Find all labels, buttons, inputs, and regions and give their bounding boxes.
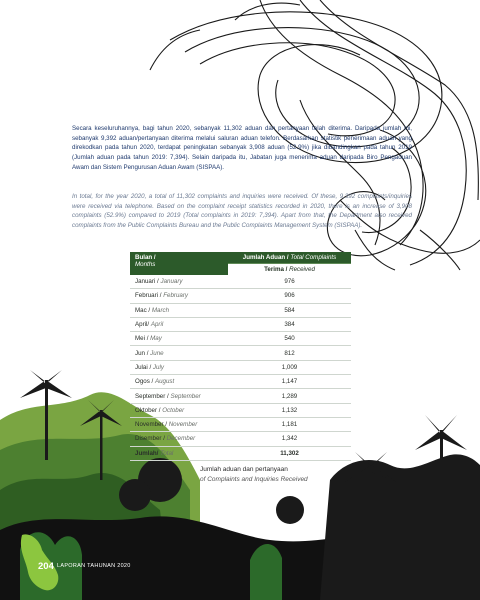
paragraph-malay: Secara keseluruhannya, bagi tahun 2020, sebanyak 11,302 aduan dan pertanyaan telah diterima. Daripada jumlah ini, sebanyak 9,392 aduan/pertanyaan diterima melalui saluran aduan telefon. Berdasarkan statistik penerimaan aduan yang direkodkan pada tahun 2020, terdapat peningkatan sebanyak 3,908 aduan (52.9%) jika dibandingkan pada tahun 2019 (Jumlah aduan pada tahun 2019: 7,394). Selain daripada itu, Jabatan juga menerima aduan daripada Biro Pengaduan Awam dan Sistem Pengurusan Aduan Awam (SISPAA). xyxy=(72,125,412,171)
received-subheader: Terima / Received xyxy=(228,264,351,276)
table-row: September / September 1,289 xyxy=(130,389,351,403)
complaints-table-container xyxy=(130,252,351,461)
page-number: 204 xyxy=(38,561,54,572)
table-row: Ogos / August 1,147 xyxy=(130,375,351,389)
table-row: November / November 1,181 xyxy=(130,417,351,431)
paragraph-english: In total, for the year 2020, a total of 11,302 complaints and inquiries were received. Of these, 9,392 complaints/inquiries were received via telephone. Based on the complaint receipt statistics recorded in 2020, there is an increase of 3,908 complaints (52.9%) compared to 2019 (Total complaints in 2019: 7,394). Apart from that, the Department also received complaints from the Public Complaints Bureau and the Public Complaints Management System (SISPAA). xyxy=(72,193,412,229)
table-row: April/ April 384 xyxy=(130,317,351,331)
total-complaints-header: Jumlah Aduan / Total Complaints xyxy=(228,252,351,264)
table-row: Oktober / October 1,132 xyxy=(130,403,351,417)
table-caption: Jumlah aduan dan pertanyaan of Complaints and Inquiries Received xyxy=(200,466,308,483)
table-row: Julai / July 1,009 xyxy=(130,360,351,374)
table-row: Februari / February 906 xyxy=(130,289,351,303)
table-total-row: Jumlah/ Total 11,302 xyxy=(130,446,351,460)
table-row: Mac / March 584 xyxy=(130,303,351,317)
table-row: Disember / December 1,342 xyxy=(130,432,351,446)
month-header: Bulan / Months xyxy=(130,252,228,275)
footer-report-title: LAPORAN TAHUNAN 2020 xyxy=(57,563,131,569)
complaints-table xyxy=(130,252,351,461)
table-row: Januari / January 976 xyxy=(130,275,351,289)
table-row: Mei / May 540 xyxy=(130,332,351,346)
table-row: Jun / June 812 xyxy=(130,346,351,360)
